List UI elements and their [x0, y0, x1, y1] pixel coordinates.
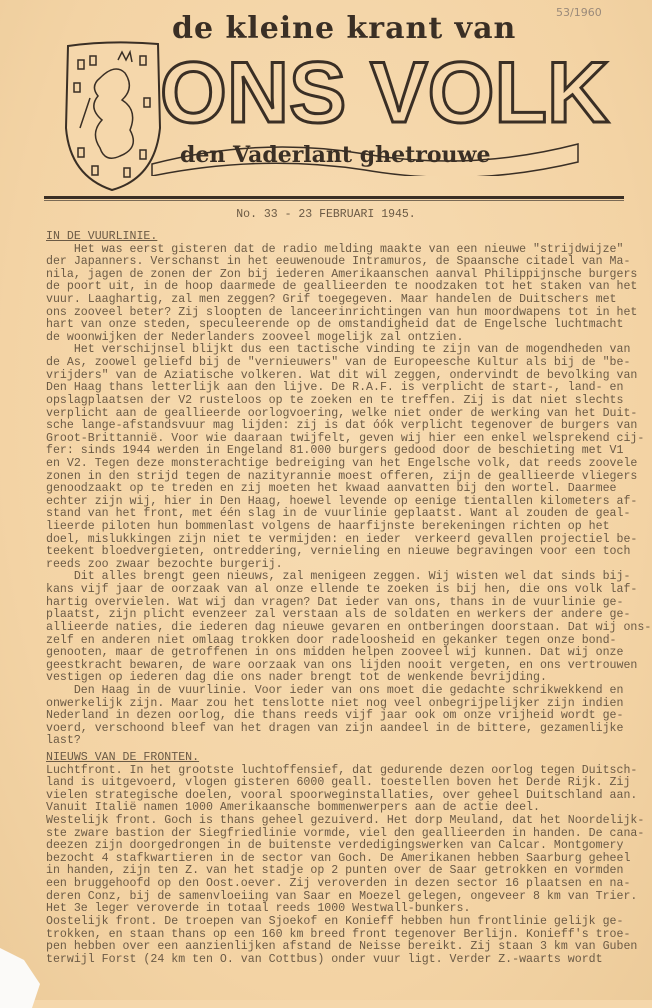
text-line: vestigen op iederen dag die ons nader brengt tot de wenkende bevrijding. — [46, 671, 547, 685]
masthead-kicker: de kleine krant van — [172, 11, 517, 46]
text-line: kans vijf jaar de oorzaak van al onze ellende te zoeken is bij hen, die ons volk laf- — [46, 583, 638, 597]
masthead — [0, 0, 652, 200]
text-line: genoodzaakt op te treden en zij moeten het kwaad aanvatten bij den wortel. Daarmee — [46, 482, 617, 496]
text-line: plaatst, zijn plicht evenzeer zal verstaan als de soldaten en werkers der andere ge- — [46, 608, 631, 622]
text-line: allieerde naties, die iederen dag nieuwe gevaren en ontberingen doorstaan. Dat wij ons- — [46, 620, 652, 634]
section-heading: NIEUWS VAN DE FRONTEN. — [46, 750, 200, 764]
text-line: vielen strategische doelen, vooral spoorweginstallaties, over geheel Duitschland aan. — [46, 788, 638, 802]
handwritten-note: 53/1960 — [556, 6, 602, 19]
newspaper-title: ONS VOLK — [160, 45, 610, 141]
text-line: hartig overvielen. Wat wij dan vragen? Dat ieder van ons, thans in de vuurlinie ge- — [46, 595, 624, 609]
text-line: Het 3e leger veroverde in totaal reeds 1000 Westwall-bunkers. — [46, 902, 471, 916]
text-line: ons zooveel beter? Zij sloopten de lanceerinrichtingen van hun moordwapens tot in het — [46, 305, 638, 319]
text-line: vrijders" van de Aziatische volkeren. Wat dit wil zeggen, ondervindt de bevolking van — [46, 368, 638, 382]
text-line: verplicht aan de geallieerde oorlogvoering, welke niet onder de werking van het Duit- — [46, 406, 638, 420]
text-line: teekent bloedvergieten, ontreddering, vernieling en nieuwe begravingen voor een toch — [46, 545, 631, 559]
issue-line: No. 33 - 23 FEBRUARI 1945. — [236, 208, 416, 221]
text-line: vuur. Laaghartig, zal men zeggen? Grif toegegeven. Maar handelen de Duitschers met — [46, 293, 617, 307]
text-line: ste zware bastion der Siegfriedlinie vormde, viel den geallieerden in handen. De cana- — [46, 826, 645, 840]
text-line: Den Haag in de vuurlinie. Voor ieder van ons moet die gedachte schrikwekkend en — [46, 683, 624, 697]
text-line: der Japanners. Verschanst in het eeuwenoude Intramuros, de Spaansche citadel van Ma- — [46, 255, 631, 269]
masthead-rule — [44, 196, 624, 199]
article-section — [46, 230, 652, 748]
text-line: voerd, verschoond bleef van het dragen van zijn aandeel in de bittere, gezamenlijke — [46, 721, 624, 735]
text-line: zonen in den strijd tegen de nazityrannie moest offeren, zijn de geallieerde vliegers — [46, 469, 638, 483]
text-line: fer: sinds 1944 werden in Engeland 81.000 burgers gedood door de beschieting met V1 — [46, 444, 624, 458]
text-line: Westelijk front. Goch is thans geheel gezuiverd. Het dorp Meuland, dat het Noordelijk- — [46, 814, 645, 828]
text-line: sche lange-afstandsvuur mag lijden: zij is dat óók verplicht tegenover de burgers van — [46, 419, 638, 433]
text-line: en V2. Tegen deze monsterachtige bedreiging van het Engelsche volk, dat reeds zoovele — [46, 456, 638, 470]
text-line: Den Haag thans letterlijk aan den lijve. De R.A.F. is verplicht de start-, land- en — [46, 381, 624, 395]
text-line: terwijl Forst (24 km ten O. van Cottbus) onder vuur ligt. Verder Z.-waarts wordt — [46, 952, 603, 966]
article-body — [46, 230, 652, 966]
text-line: Nederland in dezen oorlog, die thans reeds vijf jaar ook om onze vrijheid wordt ge- — [46, 709, 624, 723]
text-line: Luchtfront. In het grootste luchtoffensief, dat gedurende dezen oorlog tegen Duitsch- — [46, 763, 638, 777]
text-line: last? — [46, 734, 81, 748]
text-line: in handen, zijn ten Z. van het stadje op 2 punten over de Saar getrokken en vormden — [46, 864, 624, 878]
text-line: bezocht 4 stafkwartieren in de sector van Goch. De Amerikanen hebben Saarburg geheel — [46, 851, 631, 865]
text-line: onwerkelijk zijn. Maar zou het tenslotte niet nog veel onbegrijpelijker zijn indien — [46, 696, 624, 710]
text-line: de poort uit, in de hoop daarmede de geallieerden te noodzaken tot het staken van het — [46, 280, 638, 294]
text-line: stand van het front, met één slag in de vuurlinie geplaatst. Want al zouden de geal- — [46, 507, 631, 521]
text-line: een bruggehoofd op den Oost.oever. Zij veroverden in dezen sector 16 plaatsen en na- — [46, 877, 631, 891]
text-line: trokken, en staan thans op een 160 km breed front tegenover Berlijn. Konieff's troe- — [46, 927, 631, 941]
masthead-rule-thin — [44, 200, 624, 201]
article-section — [46, 748, 645, 966]
masthead-motto: den Vaderlant ghetrouwe — [180, 142, 491, 168]
text-line: doel, mislukkingen zijn niet te vermijden: en ieder verkeerd gevallen projectiel be- — [46, 532, 638, 546]
text-line: opslagplaatsen der V2 rusteloos op te zoeken en te treffen. Zij is dat niet slechts — [46, 393, 624, 407]
text-line: Groot-Brittannië. Voor wie daaraan twijfelt, geven wij hier een enkel welsprekend cij- — [46, 431, 645, 445]
text-line: nila, jagen de zonen der Zon bij iederen Amerikaanschen aanval Philippijnsche burgers — [46, 267, 638, 281]
text-line: lieerde piloten hun bommenlast volgens de haarfijnste berekeningen richten op het — [46, 520, 610, 534]
text-line: geestkracht bewaren, de ware oorzaak van ons lijden nooit vergeten, en ons vertrouwen — [46, 658, 638, 672]
text-line: Dit alles brengt geen nieuws, zal menigeen zeggen. Wij wisten wel dat sinds bij- — [46, 570, 631, 584]
text-line: Het verschijnsel blijkt dus een tactische vinding te zijn van de mogendheden van — [46, 343, 631, 357]
text-line: Oostelijk front. De troepen van Sjoekof en Konieff hebben hun frontlinie gelijk ge- — [46, 914, 624, 928]
text-line: Vanuit Italië namen 1000 Amerikaansche bommenwerpers aan de actie deel. — [46, 801, 540, 815]
section-heading: IN DE VUURLINIE. — [46, 230, 158, 243]
text-line: reeds zoo zwaar bezochte burgerij. — [46, 557, 283, 571]
text-line: genooten, maar de getroffenen in ons midden helpen zooveel wij kunnen. Dat wij onze — [46, 646, 624, 660]
text-line: hart van onze steden, speculeerende op de omstandigheid dat de Engelsche luchtmacht — [46, 318, 624, 332]
text-line: de As, zoowel geliefd bij de "vernieuwers" van de Europeesche Kultur als bij de "be- — [46, 356, 631, 370]
text-line: de woonwijken der Nederlanders zooveel mogelijk zal ontzien. — [46, 330, 464, 344]
text-line: zelf en anderen niet omlaag trokken door radeloosheid en gekanker tegen onze bond- — [46, 633, 617, 647]
text-line: pen hebben over een aanzienlijken afstand de Neisse bereikt. Zij staan 3 km van Guben — [46, 940, 638, 954]
text-line: deren Conz, bij de samenvloeiing van Saar en Moezel gelegen, ongeveer 8 km van Trier. — [46, 889, 638, 903]
text-line: Het was eerst gisteren dat de radio melding maakte van een nieuwe "strijdwijze" — [46, 242, 624, 256]
text-line: land is uitgevoerd, vlogen gisteren 6000 geall. toestellen boven het Derde Rijk. Zij — [46, 776, 631, 790]
text-line: deezen zijn doorgedrongen in de buitenste verdedigingswerken van Calcar. Montgomery — [46, 839, 624, 853]
text-line: echter zijn wij, hier in Den Haag, hoewel levende op eenige tientallen kilometers af- — [46, 494, 638, 508]
